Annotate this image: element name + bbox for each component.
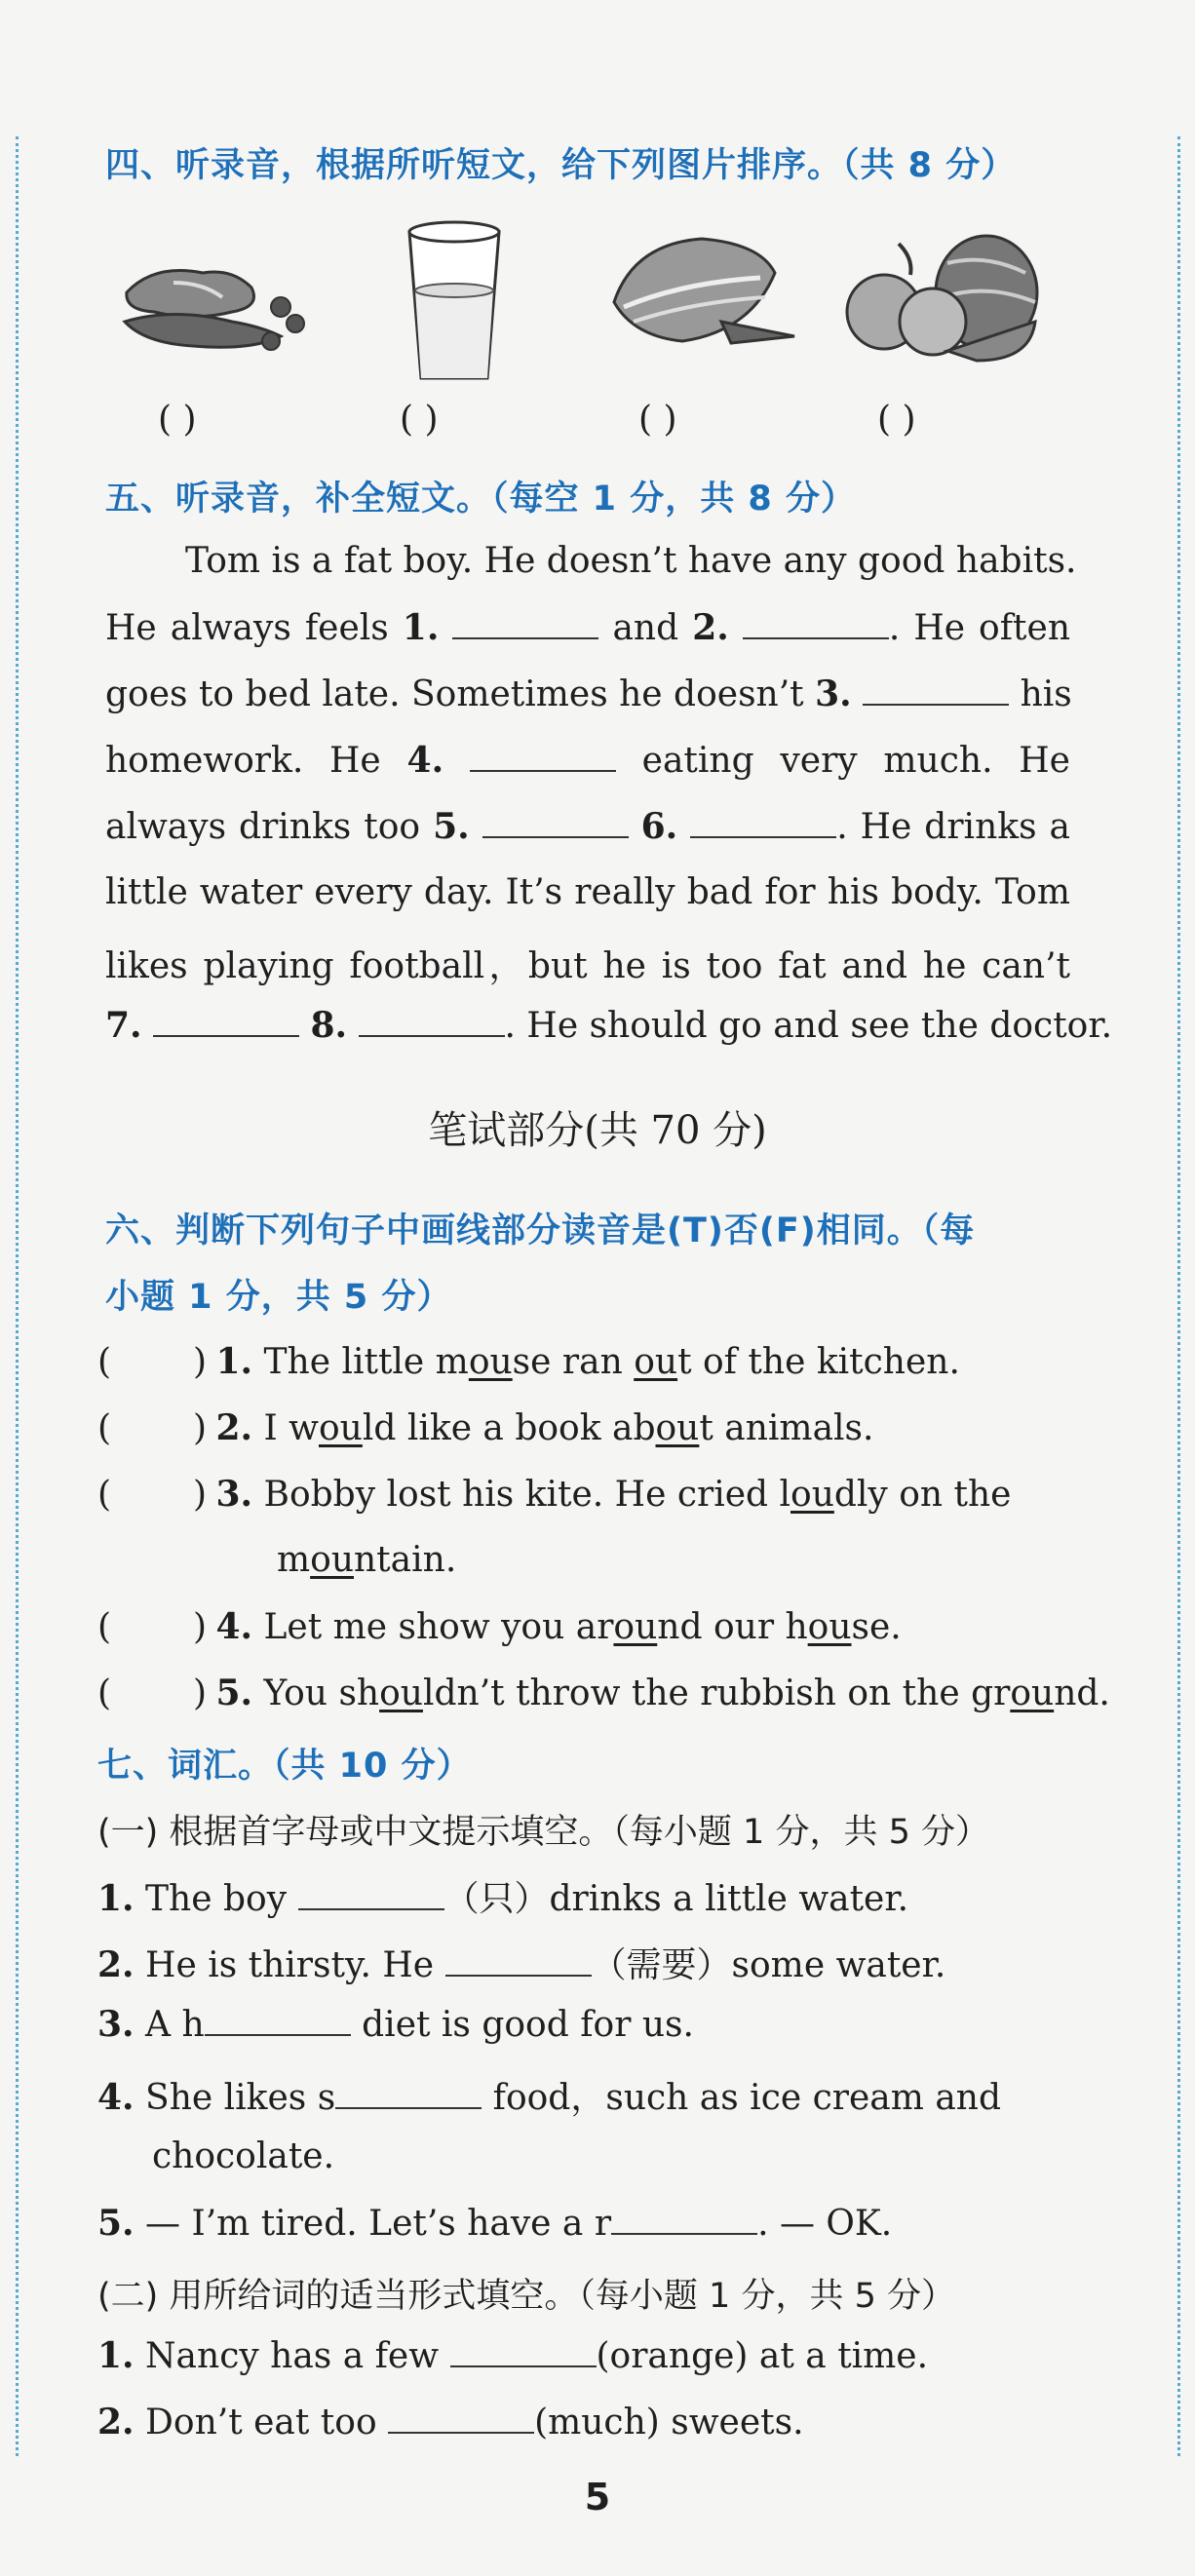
fruits-icon <box>840 214 1045 370</box>
blank-6[interactable] <box>690 807 836 838</box>
form-question-1: 1. Nancy has a few (orange) at a time. <box>97 2335 929 2376</box>
page-number: 5 <box>584 2476 611 2518</box>
blank-2[interactable] <box>743 608 889 639</box>
right-margin-dotted-line <box>1177 136 1180 2456</box>
question6-5: ( ) 5. You shouldn’t throw the rubbish on the ground. <box>97 1672 1110 1713</box>
passage-line-2: He always feels 1. and 2. . He often <box>105 607 1071 648</box>
vocab-blank-1[interactable] <box>298 1879 444 1910</box>
passage-line-1: Tom is a fat boy. He doesn’t have any good habits. <box>185 541 1077 581</box>
section6-title-line2: 小题 1 分，共 5 分） <box>105 1278 452 1317</box>
passage-line-8: 7. 8. . He should go and see the doctor. <box>105 1005 1113 1046</box>
passage-line-5: always drinks too 5. 6. . He drinks a <box>105 806 1070 847</box>
vocab-blank-2[interactable] <box>445 1945 592 1977</box>
vocab-question-2: 2. He is thirsty. He （需要）some water. <box>97 1944 946 1985</box>
section5-title: 五、听录音，补全短文。（每空 1 分，共 8 分） <box>105 480 856 519</box>
form-blank-1[interactable] <box>450 2336 597 2367</box>
picture1-answer-bracket[interactable]: ( ) <box>158 400 197 440</box>
picture4-answer-bracket[interactable]: ( ) <box>877 400 916 440</box>
question6-2: ( ) 2. I would like a book about animals. <box>97 1407 874 1448</box>
vocab-question-1: 1. The boy （只）drinks a little water. <box>97 1878 909 1919</box>
vocab-blank-5[interactable] <box>611 2204 757 2235</box>
picture2-answer-bracket[interactable]: ( ) <box>400 400 439 440</box>
answer-bracket-6-2[interactable]: ( ) <box>97 1408 208 1448</box>
section7-part1-instructions: (一) 根据首字母或中文提示填空。（每小题 1 分，共 5 分） <box>97 1813 989 1852</box>
cabbage-carrot-icon <box>604 214 799 361</box>
blank-8[interactable] <box>359 1006 505 1037</box>
answer-bracket-6-4[interactable]: ( ) <box>97 1607 208 1647</box>
section4-title: 四、听录音，根据所听短文，给下列图片排序。（共 8 分） <box>105 146 1017 185</box>
meat-icon <box>115 214 310 370</box>
question6-4: ( ) 4. Let me show you around our house. <box>97 1606 902 1647</box>
passage-line-7: likes playing football，but he is too fat and he can’t <box>105 946 1070 986</box>
vocab-blank-4[interactable] <box>335 2078 482 2109</box>
form-question-2: 2. Don’t eat too (much) sweets. <box>97 2402 804 2442</box>
passage-line-3: goes to bed late. Sometimes he doesn’t 3. his <box>105 673 1072 714</box>
passage-line-6: little water every day. It’s really bad for his body. Tom <box>105 872 1070 912</box>
section6-title-line1: 六、判断下列句子中画线部分读音是(T)否(F)相同。（每 <box>105 1211 976 1250</box>
section7-title: 七、词汇。（共 10 分） <box>97 1747 472 1786</box>
vocab-question-4-continued: chocolate. <box>152 2136 335 2176</box>
vocab-question-3: 3. A h diet is good for us. <box>97 2004 694 2045</box>
question6-3-continued: mountain. <box>277 1540 457 1580</box>
blank-3[interactable] <box>863 674 1009 706</box>
picture3-answer-bracket[interactable]: ( ) <box>638 400 677 440</box>
left-margin-dotted-line <box>16 136 19 2456</box>
blank-4[interactable] <box>470 741 616 772</box>
question6-1: ( ) 1. The little mouse ran out of the kitchen. <box>97 1341 960 1382</box>
answer-bracket-6-1[interactable]: ( ) <box>97 1342 208 1382</box>
vocab-question-4: 4. She likes s food，such as ice cream and <box>97 2077 1002 2118</box>
passage-line-4: homework. He 4. eating very much. He <box>105 740 1070 781</box>
vocab-question-5: 5. — I’m tired. Let’s have a r . — OK. <box>97 2203 893 2244</box>
written-part-heading: 笔试部分(共 70 分) <box>428 1108 767 1153</box>
glass-of-water-icon <box>402 214 509 390</box>
form-blank-2[interactable] <box>388 2403 534 2434</box>
blank-1[interactable] <box>452 608 598 639</box>
answer-bracket-6-5[interactable]: ( ) <box>97 1673 208 1713</box>
vocab-blank-3[interactable] <box>205 2005 351 2036</box>
blank-7[interactable] <box>153 1006 299 1037</box>
question6-3: ( ) 3. Bobby lost his kite. He cried loudly on the <box>97 1474 1012 1515</box>
section7-part2-instructions: (二) 用所给词的适当形式填空。（每小题 1 分，共 5 分） <box>97 2277 955 2316</box>
blank-5[interactable] <box>482 807 629 838</box>
answer-bracket-6-3[interactable]: ( ) <box>97 1475 208 1515</box>
